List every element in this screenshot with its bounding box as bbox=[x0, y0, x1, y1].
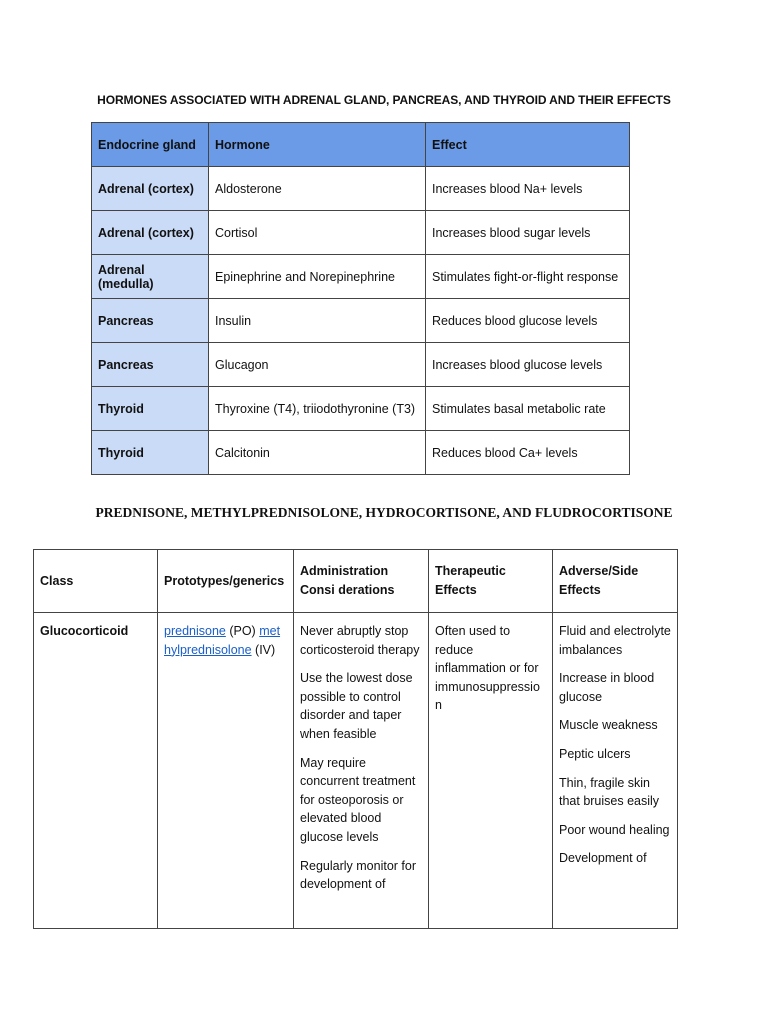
adverse-item: Development of bbox=[559, 851, 647, 866]
hormone-cell: Cortisol bbox=[209, 211, 426, 255]
table-row bbox=[92, 431, 630, 475]
header-hormone: Hormone bbox=[209, 123, 426, 167]
hormone-cell: Insulin bbox=[209, 299, 426, 343]
gland-cell: Thyroid bbox=[92, 387, 209, 431]
effect-cell: Increases blood sugar levels bbox=[426, 211, 630, 255]
route-iv: (IV) bbox=[251, 642, 276, 657]
therapeutic-text: Often used to reduce inflammation or for immunosuppressio n bbox=[435, 624, 540, 713]
considerations-cell bbox=[294, 613, 429, 929]
table-row bbox=[92, 255, 630, 299]
header-prototypes: Prototypes/generics bbox=[158, 550, 294, 613]
table-row bbox=[92, 167, 630, 211]
effect-cell: Increases blood Na+ levels bbox=[426, 167, 630, 211]
header-endocrine-gland: Endocrine gland bbox=[92, 123, 209, 167]
generics-cell bbox=[158, 613, 294, 929]
consideration-item: Use the lowest dose possible to control disorder and taper when feasible bbox=[300, 671, 413, 741]
gland-cell: Adrenal (cortex) bbox=[92, 167, 209, 211]
table-row bbox=[92, 343, 630, 387]
methylprednisolone-link[interactable]: met hylprednisolone bbox=[164, 624, 281, 657]
effect-cell: Stimulates basal metabolic rate bbox=[426, 387, 630, 431]
effect-cell: Increases blood glucose levels bbox=[426, 343, 630, 387]
hormones-table-title: HORMONES ASSOCIATED WITH ADRENAL GLAND, PANCREAS, AND THYROID AND THEIR EFFECTS bbox=[97, 93, 671, 107]
gland-cell: Pancreas bbox=[92, 299, 209, 343]
class-cell bbox=[34, 613, 158, 929]
effect-cell: Reduces blood Ca+ levels bbox=[426, 431, 630, 475]
route-po: (PO) bbox=[225, 624, 260, 638]
hormones-table bbox=[91, 122, 630, 475]
table-header-row bbox=[34, 550, 678, 613]
header-class: Class bbox=[34, 550, 158, 613]
consideration-item: Never abruptly stop corticosteroid therapy bbox=[300, 624, 420, 657]
adverse-cell bbox=[553, 613, 678, 929]
prednisone-link[interactable]: prednisone bbox=[164, 624, 226, 638]
hormone-cell: Thyroxine (T4), triiodothyronine (T3) bbox=[209, 387, 426, 431]
adverse-item: Poor wound healing bbox=[559, 822, 670, 837]
table-row bbox=[92, 387, 630, 431]
hormone-cell: Aldosterone bbox=[209, 167, 426, 211]
table-header-row bbox=[92, 123, 630, 167]
adverse-item: Muscle weakness bbox=[559, 718, 658, 733]
header-adverse: Adverse/Side Effects bbox=[553, 550, 678, 613]
table-row bbox=[34, 613, 678, 929]
class-value: Glucocorticoid bbox=[40, 624, 129, 638]
table-row bbox=[92, 299, 630, 343]
header-therapeutic: Therapeutic Effects bbox=[429, 550, 553, 613]
header-effect: Effect bbox=[426, 123, 630, 167]
adverse-item: Increase in blood glucose bbox=[559, 671, 655, 704]
gland-cell: Pancreas bbox=[92, 343, 209, 387]
consideration-item: May require concurrent treatment for osteoporosis or elevated blood glucose levels bbox=[300, 755, 416, 844]
table-row bbox=[92, 211, 630, 255]
corticosteroid-table bbox=[33, 549, 678, 929]
therapeutic-cell bbox=[429, 613, 553, 929]
adverse-item: Fluid and electrolyte imbalances bbox=[559, 624, 671, 657]
gland-cell: Thyroid bbox=[92, 431, 209, 475]
adverse-item: Peptic ulcers bbox=[559, 746, 631, 761]
gland-cell: Adrenal (cortex) bbox=[92, 211, 209, 255]
effect-cell: Reduces blood glucose levels bbox=[426, 299, 630, 343]
gland-cell: Adrenal (medulla) bbox=[92, 255, 209, 299]
header-administration: Administration Consi derations bbox=[294, 550, 429, 613]
hormone-cell: Calcitonin bbox=[209, 431, 426, 475]
drug-table-title: PREDNISONE, METHYLPREDNISOLONE, HYDROCORTISONE, AND FLUDROCORTISONE bbox=[95, 505, 673, 520]
effect-cell: Stimulates fight-or-flight response bbox=[426, 255, 630, 299]
consideration-item: Regularly monitor for development of bbox=[300, 858, 417, 892]
hormone-cell: Glucagon bbox=[209, 343, 426, 387]
adverse-item: Thin, fragile skin that bruises easily bbox=[559, 775, 660, 809]
hormone-cell: Epinephrine and Norepinephrine bbox=[209, 255, 426, 299]
